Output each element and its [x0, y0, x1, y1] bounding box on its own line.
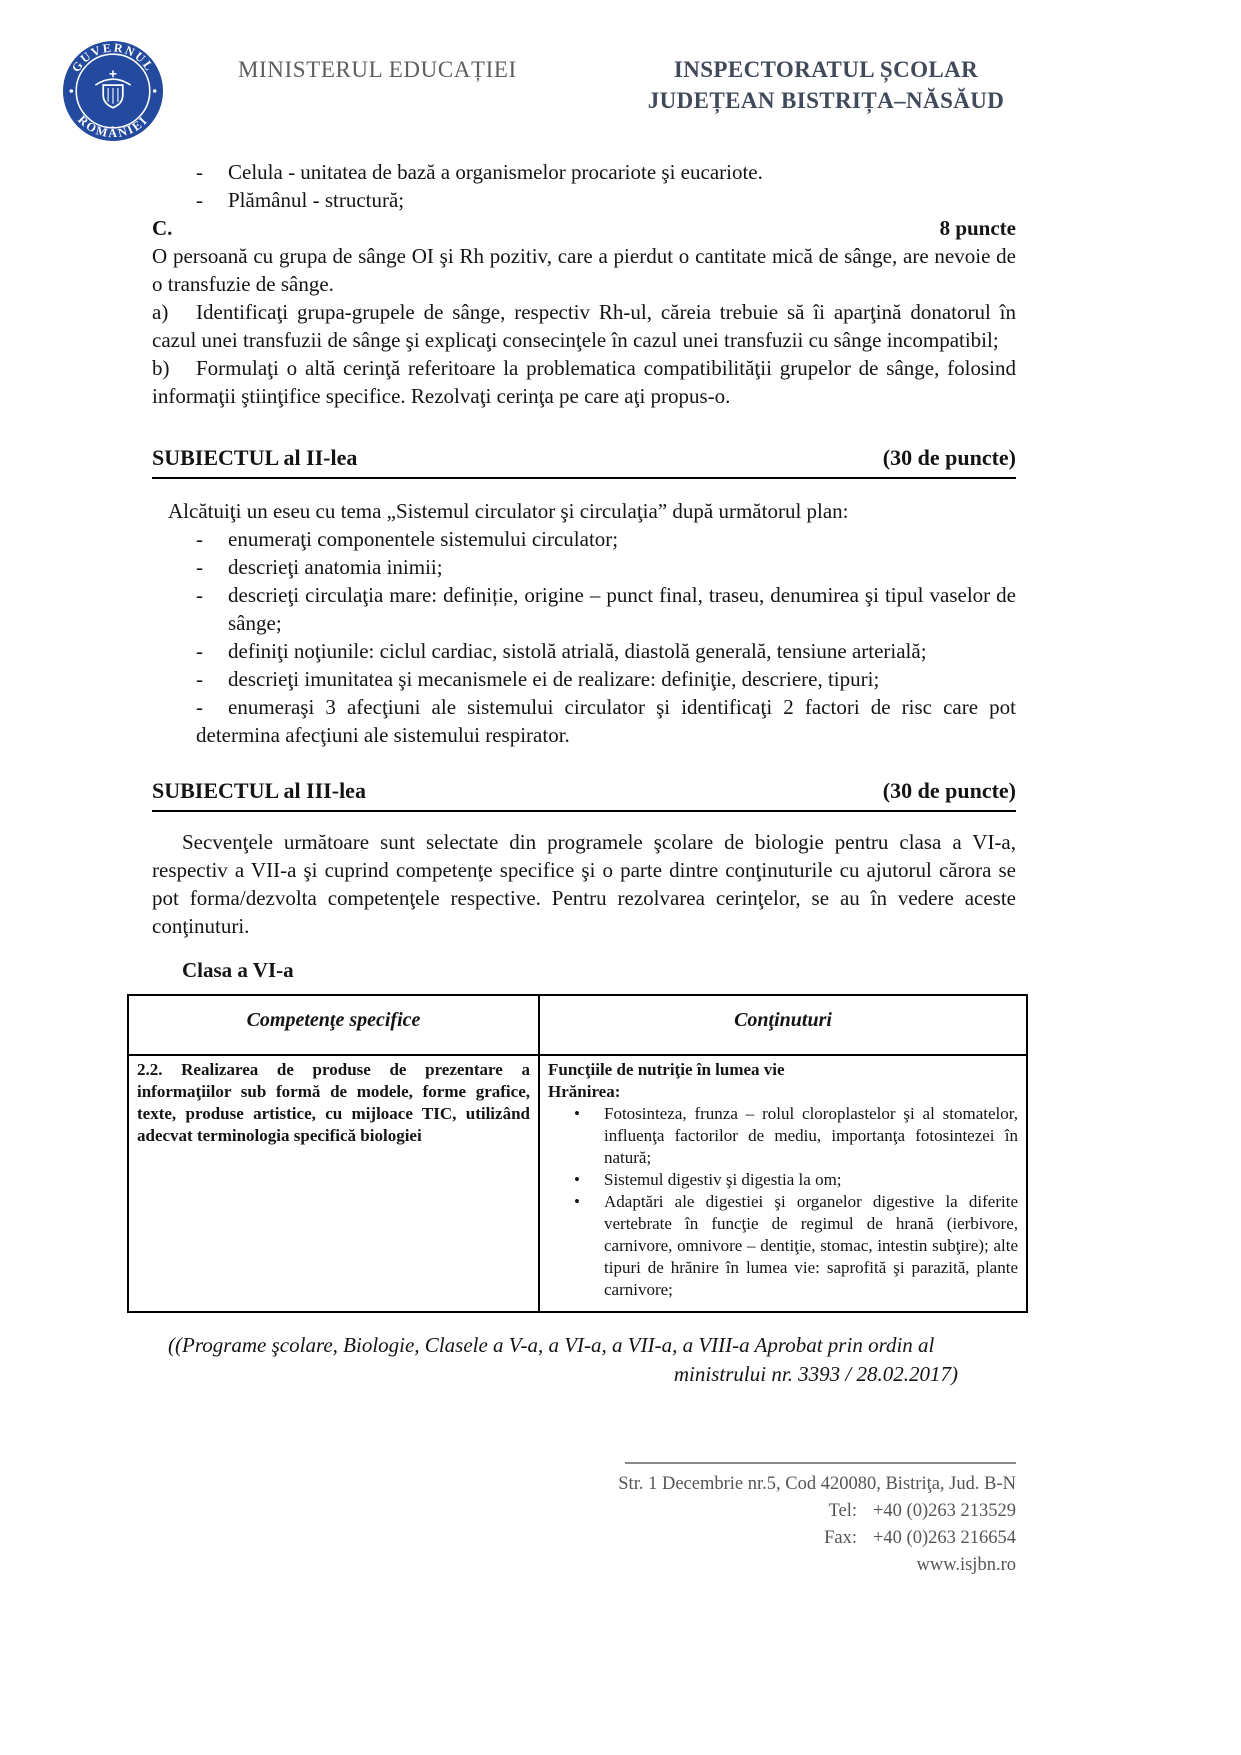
bullet-dot: • — [574, 1192, 580, 1211]
contents-subtitle: Hrănirea: — [548, 1082, 621, 1101]
class-label: Clasa a VI-a — [182, 958, 294, 982]
list-item-text: Plămânul - structură; — [228, 188, 405, 212]
list-item — [548, 1103, 1018, 1169]
logo-bottom-text: ROMÂNIEI — [75, 112, 151, 141]
source-note-line2: ministrului nr. 3393 / 28.02.2017) — [673, 1362, 958, 1386]
dash-bullet: - — [196, 667, 203, 691]
bullet-dot: • — [574, 1104, 580, 1123]
footer-fax-value: +40 (0)263 216654 — [872, 1528, 1016, 1548]
list-item — [152, 693, 1016, 749]
column-header-competences: Competenţe specifice — [128, 995, 539, 1055]
dash-bullet: - — [196, 188, 203, 212]
source-note-line1: ((Programe şcolare, Biologie, Clasele a V-a, a VI-a, a VII-a, a VIII-a Aprobat prin ordin al — [168, 1333, 935, 1357]
subject3-points: (30 de puncte) — [882, 778, 1016, 803]
list-item — [152, 581, 1016, 637]
subject3-intro: Secvenţele următoare sunt selectate din programele şcolare de biologie pentru clasa a VI-a, respectiv a VII-a şi cuprind competenţe specifice şi o parte dintre conţinuturile cu ajutorul cărora se pot forma/dezvolta competenţele respective. Pentru rezolvarea cerinţelor, se au în vedere aceste conţinuturi. — [152, 830, 1016, 938]
item-c-label: C. — [152, 216, 173, 240]
subject2-points: (30 de puncte) — [882, 445, 1016, 470]
contents-title: Funcţiile de nutriţie în lumea vie — [548, 1060, 785, 1079]
list-item-text: enumeraşi 3 afecţiuni ale sistemului circulator şi identificaţi 2 factori de risc care pot determina afecţiuni ale sistemului respirator. — [196, 695, 1016, 747]
column-header-contents: Conţinuturi — [539, 995, 1027, 1055]
list-item — [152, 553, 1016, 581]
list-item — [548, 1191, 1018, 1301]
item-b-label: b) — [152, 356, 170, 380]
source-note — [152, 1331, 1016, 1389]
bullet-dot: • — [574, 1170, 580, 1189]
list-item — [152, 665, 1016, 693]
subject3-title: SUBIECTUL al III-lea — [152, 778, 366, 803]
item-b-text: Formulaţi o altă cerinţă referitoare la problematica compatibilităţii grupelor de sânge, folosind informaţii ştiinţifice specifice. Rezolvaţi cerinţa pe care aţi propus-o. — [152, 356, 1016, 408]
subject2-intro: Alcătuiţi un eseu cu tema „Sistemul circulator şi circulaţia” după următorul plan: — [168, 499, 849, 523]
subject3-heading — [152, 777, 1016, 812]
list-item-text: descrieţi anatomia inimii; — [228, 555, 443, 579]
list-item-text: Sistemul digestiv şi digestia la om; — [604, 1170, 842, 1189]
list-item-text: Celula - unitatea de bază a organismelor procariote şi eucariote. — [228, 160, 763, 184]
footer-tel-label: Tel: — [828, 1501, 857, 1521]
item-a-label: a) — [152, 300, 169, 324]
document-body — [137, 158, 1018, 1389]
list-item — [152, 525, 1016, 553]
footer-divider — [625, 1462, 1016, 1464]
list-item — [152, 186, 1016, 214]
list-item — [152, 158, 1016, 186]
list-item-text: descrieţi imunitatea şi mecanismele ei de realizare: definiţie, descriere, tipuri; — [228, 667, 880, 691]
list-item-text: enumeraţi componentele sistemului circulator; — [228, 527, 619, 551]
dash-bullet: - — [196, 583, 203, 607]
list-item-text: Fotosinteza, frunza – rolul cloroplastelor şi al stomatelor, influenţa factorilor de mediu, importanţa fotosintezei în natură; — [604, 1104, 1018, 1167]
item-c-intro: O persoană cu grupa de sânge OI şi Rh pozitiv, care a pierdut o cantitate mică de sânge, are nevoie de o transfuzie de sânge. — [152, 244, 1016, 296]
competence-cell: 2.2. Realizarea de produse de prezentare a informaţiilor sub formă de modele, forme grafice, texte, produse artistice, cu mijloace TIC, utilizând adecvat terminologia specifică biologiei — [128, 1055, 539, 1312]
footer-tel-value: +40 (0)263 213529 — [872, 1501, 1016, 1521]
table-header-row — [128, 995, 1027, 1055]
list-item-text: definiţi noţiunile: ciclul cardiac, sistolă atrială, diastolă generală, tensiune arterială; — [228, 639, 927, 663]
dash-bullet: - — [196, 639, 203, 663]
item-c-points: 8 puncte — [939, 216, 1016, 240]
romanian-government-seal — [62, 40, 164, 142]
letterhead-footer — [496, 1462, 1016, 1579]
list-item — [548, 1169, 1018, 1191]
dash-bullet: - — [196, 555, 203, 579]
list-item — [152, 637, 1016, 665]
inspectorate-title — [630, 54, 1022, 116]
footer-fax — [496, 1525, 1016, 1552]
dash-bullet: - — [196, 527, 203, 551]
footer-website: www.isjbn.ro — [916, 1555, 1016, 1575]
list-item-text: Adaptări ale digestiei şi organelor digestive la diferite vertebrate în funcţie de regimul de hrană (ierbivore, carnivore, omnivore – dentiţie, stomac, intestin subţire); alte tipuri de hrănire în lumea vie: saprofită şi parazită, plante carnivore; — [604, 1192, 1018, 1299]
logo-top-text: GUVERNUL — [68, 40, 158, 75]
item-c-row — [152, 214, 1016, 242]
item-a — [152, 298, 1016, 354]
table-row — [128, 1055, 1027, 1312]
footer-address: Str. 1 Decembrie nr.5, Cod 420080, Bistriţa, Jud. B-N — [618, 1474, 1016, 1494]
inspectorate-line2: JUDEȚEAN BISTRIȚA–NĂSĂUD — [647, 88, 1005, 113]
inspectorate-line1: INSPECTORATUL ȘCOLAR — [673, 57, 979, 82]
ministry-title: MINISTERUL EDUCAȚIEI — [238, 57, 517, 82]
dash-bullet: - — [196, 695, 203, 719]
item-b — [152, 354, 1016, 410]
curriculum-table — [127, 994, 1028, 1313]
government-logo-icon — [62, 40, 164, 142]
footer-fax-label: Fax: — [824, 1528, 857, 1548]
contents-cell — [539, 1055, 1027, 1312]
dash-bullet: - — [196, 160, 203, 184]
subject2-title: SUBIECTUL al II-lea — [152, 445, 358, 470]
item-a-text: Identificaţi grupa-grupele de sânge, respectiv Rh-ul, căreia trebuie să îi aparţină donatorul în cazul unei transfuzii de sânge şi explicaţi consecinţele în cazul unei transfuzii cu sânge incompatibil; — [152, 300, 1016, 352]
list-item-text: descrieţi circulaţia mare: definiție, origine – punct final, traseu, denumirea şi tipul vaselor de sânge; — [228, 583, 1016, 635]
footer-tel — [496, 1498, 1016, 1525]
subject2-heading — [152, 444, 1016, 479]
